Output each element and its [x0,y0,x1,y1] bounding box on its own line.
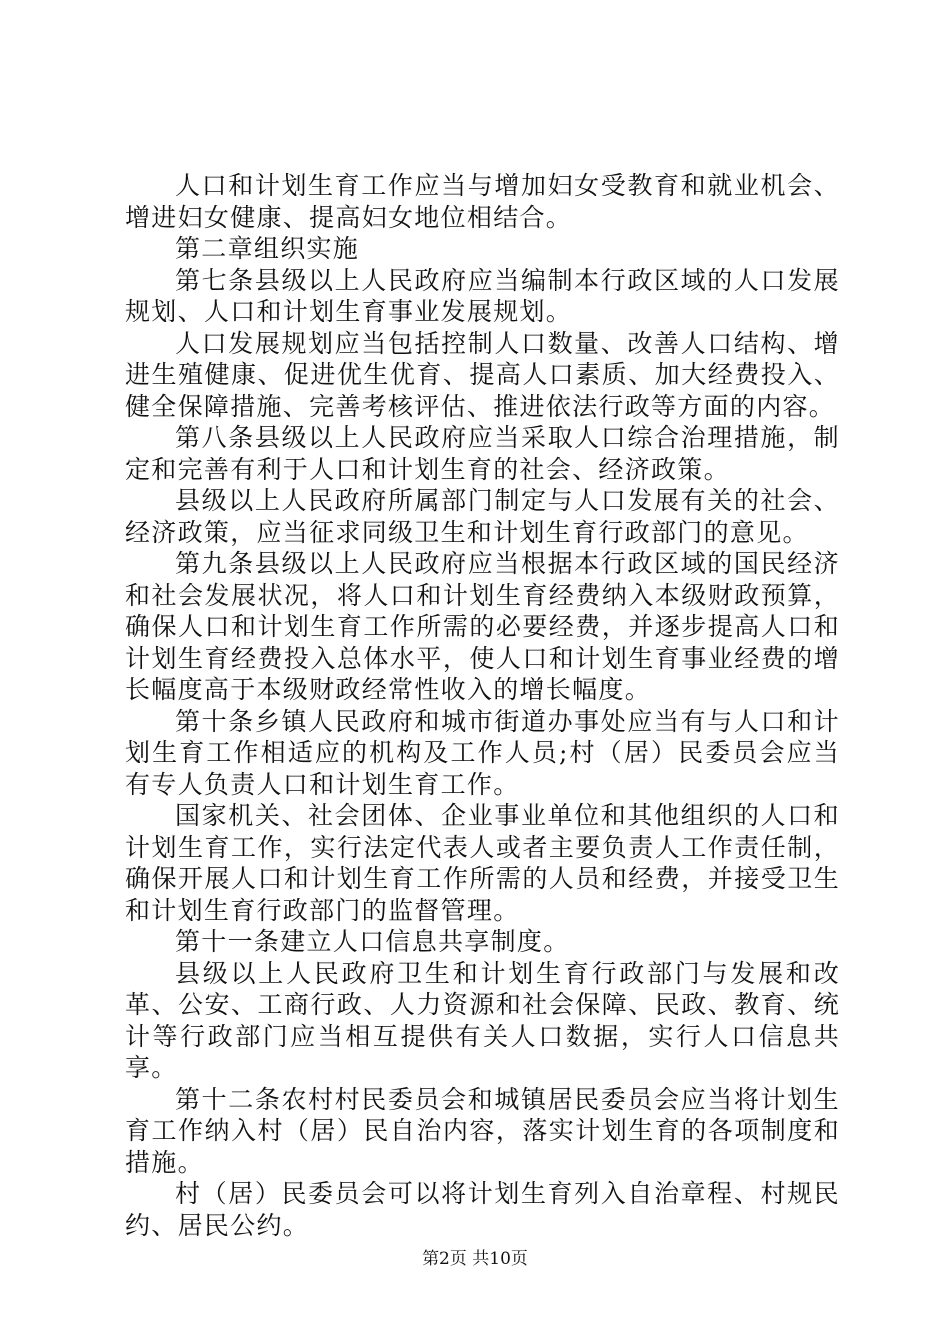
chapter-heading: 第二章组织实施 [175,234,360,263]
paragraph: 村（居）民委员会可以将计划生育列入自治章程、村规民约、居民公约。 [125,1179,840,1240]
paragraph: 第七条县级以上人民政府应当编制本行政区域的人口发展规划、人口和计划生育事业发展规划。 [125,265,840,326]
paragraph: 国家机关、社会团体、企业事业单位和其他组织的人口和计划生育工作，实行法定代表人或者主要负责人工作责任制，确保开展人口和计划生育工作所需的人员和经费，并接受卫生和计划生育行政部门的监督管理。 [125,801,840,925]
paragraph: 县级以上人民政府所属部门制定与人口发展有关的社会、经济政策，应当征求同级卫生和计划生育行政部门的意见。 [125,486,840,547]
paragraph: 第十条乡镇人民政府和城市街道办事处应当有与人口和计划生育工作相适应的机构及工作人员;村（居）民委员会应当有专人负责人口和计划生育工作。 [125,706,840,799]
paragraph: 人口发展规划应当包括控制人口数量、改善人口结构、增进生殖健康、促进优生优育、提高人口素质、加大经费投入、健全保障措施、完善考核评估、推进依法行政等方面的内容。 [125,328,840,421]
paragraph: 县级以上人民政府卫生和计划生育行政部门与发展和改革、公安、工商行政、人力资源和社会保障、民政、教育、统计等行政部门应当相互提供有关人口数据，实行人口信息共享。 [125,958,840,1082]
document-body [125,170,840,1241]
paragraph: 第八条县级以上人民政府应当采取人口综合治理措施，制定和完善有利于人口和计划生育的社会、经济政策。 [125,423,840,484]
page-footer: 第2页 共10页 [422,1249,528,1269]
paragraph: 第十一条建立人口信息共享制度。 [175,927,570,956]
paragraph: 人口和计划生育工作应当与增加妇女受教育和就业机会、增进妇女健康、提高妇女地位相结合。 [125,171,840,232]
paragraph: 第十二条农村村民委员会和城镇居民委员会应当将计划生育工作纳入村（居）民自治内容，落实计划生育的各项制度和措施。 [125,1084,840,1177]
paragraph: 第九条县级以上人民政府应当根据本行政区域的国民经济和社会发展状况，将人口和计划生育经费纳入本级财政预算，确保人口和计划生育工作所需的必要经费，并逐步提高人口和计划生育经费投入总体水平，使人口和计划生育事业经费的增长幅度高于本级财政经常性收入的增长幅度。 [125,549,840,704]
